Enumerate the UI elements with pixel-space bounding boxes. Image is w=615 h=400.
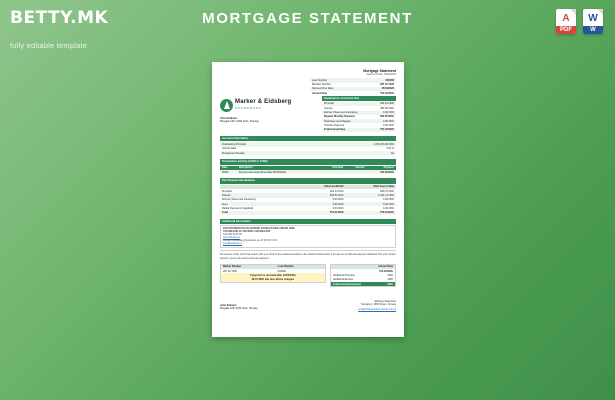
cell-value: 1,015,033.00 NOK [373, 143, 394, 147]
cell-label: Additional Escrow [333, 278, 353, 282]
cell-label: Total Amount Due [324, 128, 346, 132]
cell-label: Amount Due [312, 91, 327, 95]
cell-label: Total Amount Enclosed [333, 282, 361, 286]
cell-interest [345, 170, 366, 174]
cell-value: No [390, 151, 394, 155]
cell-month: 754.33 NOK [329, 211, 344, 215]
cell-ytd: 1,151.13 NOK [378, 193, 394, 197]
explanation-header: Explanation of Amount Due [322, 96, 396, 101]
col-principal: Principal [321, 166, 345, 170]
cell-value: 754.33 NOK [380, 91, 394, 95]
cell-label: Partial Payment (Unapplied) [222, 206, 254, 210]
col-marker-number: Marker Number [221, 264, 276, 269]
divider [220, 250, 396, 251]
customer-address: Borgata 128, 0182 Oslo, Norway [220, 119, 259, 123]
coupon-late-note-row-2 [221, 278, 326, 283]
cell-description: Payment Received (Due Date 05/03/2023) [238, 170, 287, 174]
cell-month: 381.52 NOK [329, 193, 344, 197]
brand-logo: BETTY.MK [10, 8, 109, 28]
cell-value: 381.52 NOK [380, 106, 394, 110]
doc-subtitle: Statement Date: 05/04/2023 [366, 73, 396, 77]
cell-value: NOK [387, 278, 393, 282]
cell-ytd: 754.33 NOK [380, 211, 394, 215]
cell-label: Escrow (Taxes and Insurance) [324, 111, 358, 115]
col-amount-due: Amount Due [331, 264, 396, 269]
account-info-table [220, 142, 396, 155]
word-label: W [583, 26, 603, 34]
additional-line-2: COUNSELING BY HOUSING COUNSELORS [223, 231, 271, 234]
cell-value: 287 32 7625 [380, 83, 394, 87]
cell-label: Regular Monthly Payment [324, 115, 355, 119]
pdf-glyph: A [562, 13, 570, 24]
doc-title: Mortgage Statement [363, 69, 396, 73]
footer-bank [358, 300, 396, 311]
additional-info-header: Additional Information [220, 219, 396, 224]
cell-label: Additional Principal [333, 273, 355, 277]
past-payment-table [220, 185, 396, 215]
additional-line-3: Call: 800 00 00 00 [223, 234, 242, 237]
tree-icon [220, 99, 233, 112]
cell-month: 0.00 NOK [332, 198, 344, 202]
footer-bank-email[interactable]: post@ntbsparebank.mforms.mk.mk [358, 307, 396, 311]
cell-month: 281.14 NOK [329, 189, 344, 193]
cell-payment: 754.33 NOK [380, 170, 394, 174]
cell-label: Interest Rate [222, 147, 237, 151]
past-payment-header: Past Payment Breakdown [220, 178, 396, 183]
col-description: Description [237, 166, 321, 170]
cell-label: Escrow (Taxes and Insurance) [222, 198, 256, 202]
additional-link[interactable]: www.ntbbank.no [223, 236, 240, 239]
table-row [220, 211, 396, 215]
loan-summary-table [310, 78, 396, 95]
transaction-table [220, 166, 396, 175]
footer-bank-name: Eidsberg Sparebank [374, 299, 396, 303]
cell-value: 0.00 NOK [383, 119, 394, 123]
cell-label: Member Number [312, 83, 331, 87]
footer-sender-address: Borgata 128, 0182 Oslo, Norway [220, 307, 258, 311]
bank-subtitle: SPAREBANK [235, 105, 263, 110]
document-preview[interactable] [212, 62, 404, 337]
cell-marker-number: 287 32 7625 [223, 269, 237, 273]
word-glyph: W [588, 13, 598, 24]
pdf-label: PDF [556, 26, 576, 34]
word-file-icon[interactable] [583, 9, 603, 34]
cell-label: Total Fees and Charges [324, 119, 351, 123]
cell-label: Payment Due Date [312, 87, 334, 91]
cell-value: 15/04/2023 [381, 87, 394, 91]
additional-email[interactable]: post@bankweb.no [223, 242, 243, 245]
cell-value: 0.00 NOK [383, 124, 394, 128]
coupon-amount-table [330, 264, 396, 288]
coupon-late-note-1: If payment is received after 15/04/2023, [249, 273, 297, 277]
cell-value: 3.14 % [386, 147, 394, 151]
pdf-file-icon[interactable] [556, 9, 576, 34]
table-row [322, 128, 396, 132]
cell-label: Prepayment Penalty [222, 151, 245, 155]
cell-month: 0.00 NOK [332, 206, 344, 210]
bank-name: Marker & Eidsberg [235, 99, 292, 106]
cell-ytd: 0.00 NOK [383, 198, 394, 202]
cell-value: NOK [387, 273, 393, 277]
coupon-late-note-2: 28.07 NOK late fees will be charged. [251, 278, 295, 282]
col-loan-number: Loan Number [276, 264, 326, 269]
cell-ytd: 0.00 NOK [383, 202, 394, 206]
cell-value: 000000 [385, 78, 394, 82]
cell-principal [321, 170, 345, 174]
footer-sender-name: John Eriksen [220, 304, 237, 308]
cell-label: Overdue Payment [324, 124, 345, 128]
cell-label: Total [222, 211, 228, 215]
payment-warning-text: For overdue credit, return this coupon with your check in the enclosed envelope to the location shown below. If you are set up with auto payment deduction from your chosen account, you do not need to send your payment. [220, 254, 396, 260]
cell-label: Interest [222, 193, 231, 197]
col-paid-last-month: Paid Last Month [298, 185, 346, 189]
transaction-activity-header: Transaction Activity (01/03 to 31/03) [220, 159, 396, 164]
cell-date: 05/03 [222, 170, 229, 174]
additional-line-1: FOR INFORMATION ON AVOIDING FORECLOSURE AND/OR FREE [223, 228, 295, 231]
cell-label: Outstanding Principal [222, 143, 246, 147]
cell-ytd: 0.00 NOK [383, 206, 394, 210]
brand-tagline: fully editable template [10, 41, 88, 50]
cell-month: 0.00 NOK [332, 202, 344, 206]
cell-label: Principal [222, 189, 232, 193]
cell-ytd: 839.79 NOK [380, 189, 394, 193]
customer-name: John Eriksen [220, 116, 237, 120]
page-title: MORTGAGE STATEMENT [202, 10, 413, 27]
cell-value: 754.33 NOK [380, 128, 394, 132]
cell-value: 281.14 NOK [380, 102, 394, 106]
cell-label: Loan Number [312, 78, 328, 82]
cell-amount-due: 754.33 NOK [379, 269, 393, 273]
customer-block [220, 117, 316, 124]
explanation-table [322, 102, 396, 132]
col-paid-ytd: Paid Year to Date [346, 185, 396, 189]
table-row [220, 151, 396, 155]
col-date: Date [220, 166, 237, 170]
cell-value: 0.00 NOK [383, 111, 394, 115]
cell-label: Fees [222, 202, 228, 206]
account-info-header: Account Information [220, 136, 396, 141]
col-interest: Interest [345, 166, 366, 170]
footer-bank-address: Storgata 2, 1850 Mysen, Norway [361, 302, 396, 306]
additional-line-5: Contact the Eidsberg Sparebank at +47 00 00 0 0 00 [223, 239, 277, 242]
file-format-icons [556, 9, 603, 34]
table-row [220, 170, 396, 174]
cell-loan-number: 000000 [277, 269, 287, 273]
doc-header-block [310, 69, 396, 78]
col-payment: Payment [366, 166, 396, 170]
footer-sender [220, 304, 258, 310]
cell-label: Principal [324, 102, 334, 106]
coupon-table [220, 264, 326, 283]
bank-logo [220, 99, 316, 112]
cell-value: NOK [387, 282, 393, 286]
cell-label: Interest [324, 106, 333, 110]
table-row [331, 282, 396, 287]
cell-value: 662.66 NOK [380, 115, 394, 119]
